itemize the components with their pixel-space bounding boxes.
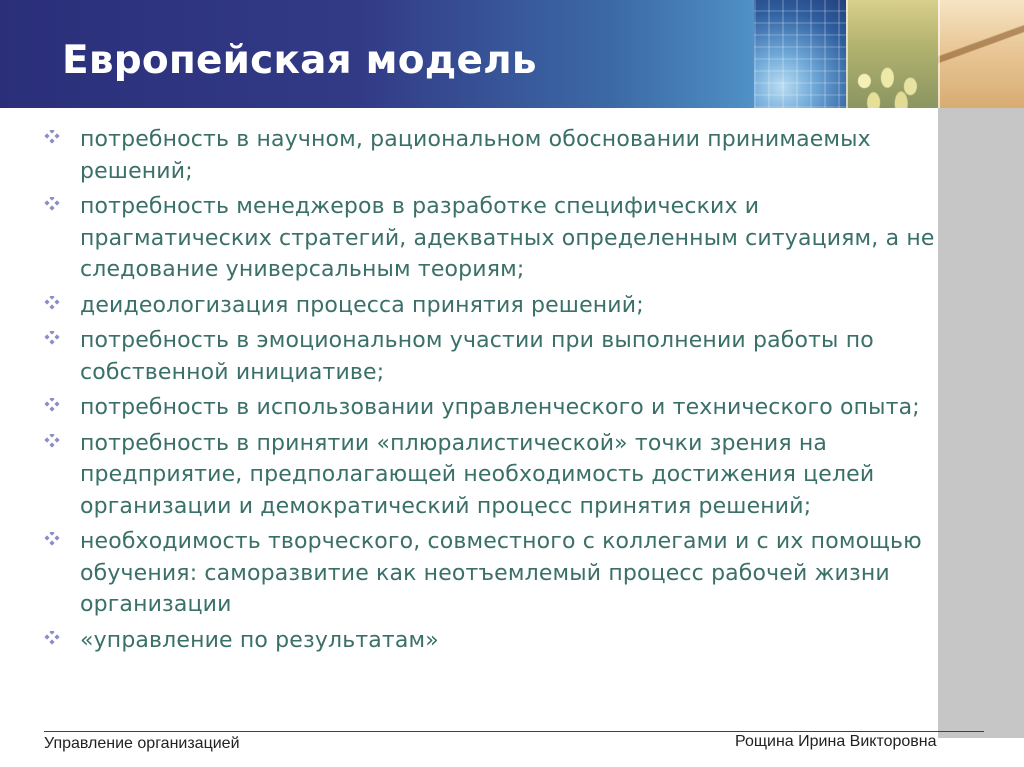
list-item xyxy=(44,392,944,424)
side-panel xyxy=(938,108,1024,738)
diamond-bullet-icon xyxy=(44,296,60,312)
list-item xyxy=(44,625,944,657)
photo-divider xyxy=(938,0,940,108)
slide-title: Европейская модель xyxy=(62,38,537,83)
footer-course-title: Управление организацией xyxy=(44,735,240,752)
diamond-bullet-icon xyxy=(44,532,60,548)
list-item-text: необходимость творческого, совместного с коллегами и с их помощью обучения: саморазвитие как неотъемлемый процесс рабочей жизни организации xyxy=(80,529,922,617)
slide-header xyxy=(0,0,1024,108)
list-item-text: потребность в научном, рациональном обосновании принимаемых решений; xyxy=(80,127,871,184)
list-item-text: «управление по результатам» xyxy=(80,627,439,653)
footer-divider xyxy=(44,731,984,732)
list-item-text: деидеологизация процесса принятия решений; xyxy=(80,292,644,318)
list-item xyxy=(44,290,944,322)
diamond-bullet-icon xyxy=(44,398,60,414)
bullet-list xyxy=(44,124,944,660)
list-item-text: потребность менеджеров в разработке специфических и прагматических стратегий, адекватных определенным ситуациям, а не следование универсальным теориям; xyxy=(80,194,935,282)
list-item-text: потребность в эмоциональном участии при выполнении работы по собственной инициативе; xyxy=(80,328,874,385)
diamond-bullet-icon xyxy=(44,197,60,213)
list-item xyxy=(44,526,944,621)
photo-divider xyxy=(846,0,848,108)
diamond-bullet-icon xyxy=(44,631,60,647)
diamond-bullet-icon xyxy=(44,434,60,450)
list-item xyxy=(44,325,944,388)
header-image-strip xyxy=(754,0,1024,108)
footer-author: Рощина Ирина Викторовна xyxy=(735,733,937,750)
diamond-bullet-icon xyxy=(44,331,60,347)
header-photo-coins xyxy=(846,0,938,108)
diamond-bullet-icon xyxy=(44,130,60,146)
header-photo-documents xyxy=(938,0,1024,108)
list-item-text: потребность в использовании управленческого и технического опыта; xyxy=(80,395,920,420)
list-item xyxy=(44,124,944,187)
list-item xyxy=(44,191,944,286)
header-photo-charts xyxy=(754,0,846,108)
list-item xyxy=(44,428,944,523)
list-item-text: потребность в принятии «плюралистической» точки зрения на предприятие, предполагающей необходимость достижения целей организации и демократический процесс принятия решений; xyxy=(80,430,875,519)
